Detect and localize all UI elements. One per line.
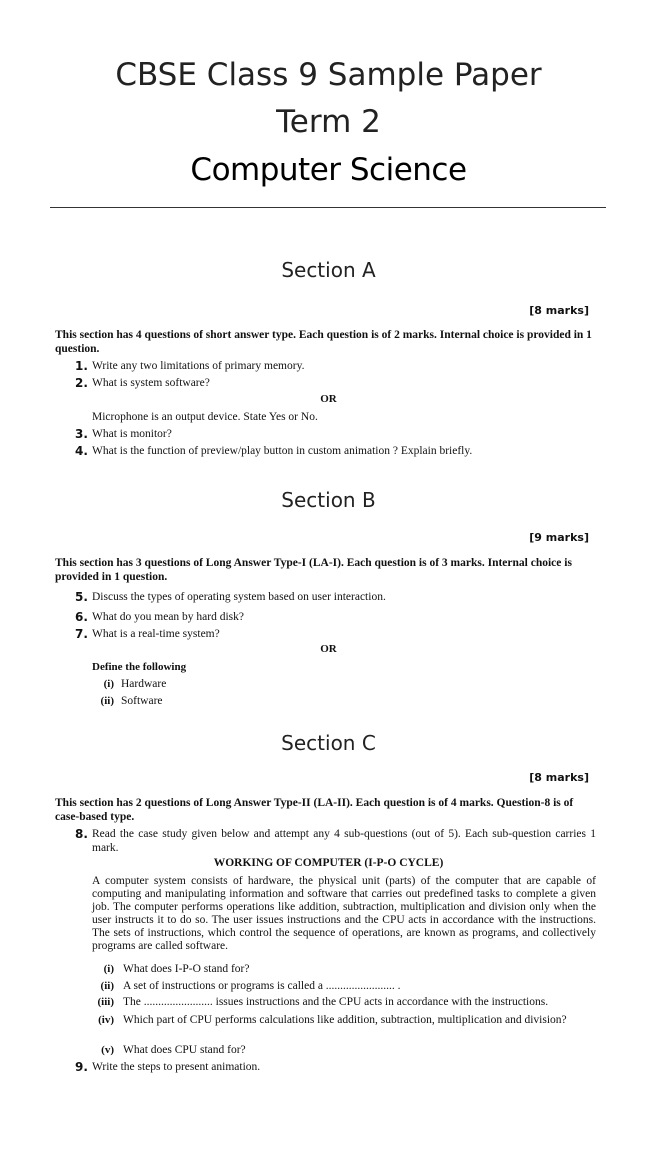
define-heading: Define the following <box>92 661 187 673</box>
sub-question-number: (iii) <box>97 996 114 1008</box>
paper-title: CBSE Class 9 Sample Paper <box>115 57 542 93</box>
question-number: 2. <box>75 376 88 390</box>
question-number: 7. <box>75 627 88 641</box>
sub-question-text: The ........................ issues instructions and the CPU acts in accordance with the instructions. <box>123 996 549 1008</box>
section-a-heading: Section A <box>281 258 376 282</box>
question-text: Write the steps to present animation. <box>92 1061 261 1073</box>
item-text: Hardware <box>121 678 167 690</box>
section-b-intro: This section has 3 questions of Long Answer Type-I (LA-I). Each question is of 3 marks. Internal choice is provided in 1 question. <box>55 557 572 583</box>
sub-question-5 <box>0 1043 657 1057</box>
sub-question-text: What does I-P-O stand for? <box>123 963 250 975</box>
case-study-text: A computer system consists of hardware, the physical unit (parts) of the computer that are capable of computing and manipulating information and software that carries out predefined tasks to complete a given job. The computer performs operations like addition, subtraction, multiplication and division only when the user instructs it to do so. The user issues instructions and the CPU acts in accordance with the instructions. The sets of instructions, which control the sequence of operations, are known as programs, and collectively programs are called software. <box>92 875 596 952</box>
item-number: (ii) <box>100 695 114 707</box>
sub-question-2 <box>0 979 657 993</box>
sub-question-text: Which part of CPU performs calculations like addition, subtraction, multiplication and division? <box>123 1014 567 1026</box>
title-divider <box>50 207 606 208</box>
question-2 <box>0 376 657 390</box>
section-a-or: OR <box>320 393 337 405</box>
section-a-marks: [8 marks] <box>529 304 589 317</box>
define-item-1 <box>0 677 657 691</box>
question-text: What is the function of preview/play button in custom animation ? Explain briefly. <box>92 445 473 457</box>
question-text: Discuss the types of operating system based on user interaction. <box>92 591 386 603</box>
sub-question-text: A set of instructions or programs is called a ........................ . <box>123 980 401 992</box>
question-text: Read the case study given below and attempt any 4 sub-questions (out of 5). Each sub-question carries 1 mark. <box>92 828 596 854</box>
sub-question-1 <box>0 962 657 976</box>
question-5 <box>0 590 657 604</box>
question-number: 3. <box>75 427 88 441</box>
question-number: 1. <box>75 359 88 373</box>
sub-question-number: (ii) <box>100 980 114 992</box>
item-number: (i) <box>103 678 114 690</box>
question-4 <box>0 444 657 458</box>
item-text: Software <box>121 695 163 707</box>
question-number: 5. <box>75 590 88 604</box>
sub-question-number: (i) <box>103 963 114 975</box>
section-a-intro: This section has 4 questions of short answer type. Each question is of 2 marks. Internal choice is provided in 1 question. <box>55 329 592 355</box>
question-text: Write any two limitations of primary memory. <box>92 360 305 372</box>
question-number: 9. <box>75 1060 88 1074</box>
sub-question-text: What does CPU stand for? <box>123 1044 246 1056</box>
question-6 <box>0 610 657 624</box>
define-item-2 <box>0 694 657 708</box>
question-2-alternative: Microphone is an output device. State Yes or No. <box>92 411 318 423</box>
question-text: What is a real-time system? <box>92 628 220 640</box>
paper-term: Term 2 <box>276 104 381 140</box>
question-text: What is monitor? <box>92 428 172 440</box>
paper-subject: Computer Science <box>190 152 467 188</box>
question-text: What is system software? <box>92 377 210 389</box>
question-3 <box>0 427 657 441</box>
question-number: 8. <box>75 827 88 841</box>
sub-question-number: (v) <box>101 1044 114 1056</box>
sub-question-number: (iv) <box>98 1014 114 1026</box>
question-8 <box>0 827 657 855</box>
section-c-intro: This section has 2 questions of Long Answer Type-II (LA-II). Each question is of 4 marks. Question-8 is of case-based type. <box>55 797 574 823</box>
question-7 <box>0 627 657 641</box>
section-b-marks: [9 marks] <box>529 531 589 544</box>
section-b-heading: Section B <box>281 488 376 512</box>
question-1 <box>0 359 657 373</box>
section-b-or: OR <box>320 643 337 655</box>
question-9 <box>0 1060 657 1074</box>
question-text: What do you mean by hard disk? <box>92 611 245 623</box>
sub-question-3 <box>0 995 657 1009</box>
question-number: 6. <box>75 610 88 624</box>
section-c-marks: [8 marks] <box>529 771 589 784</box>
sub-question-4 <box>0 1013 657 1041</box>
section-c-heading: Section C <box>281 731 376 755</box>
case-study-title: WORKING OF COMPUTER (I-P-O CYCLE) <box>213 857 444 869</box>
question-number: 4. <box>75 444 88 458</box>
